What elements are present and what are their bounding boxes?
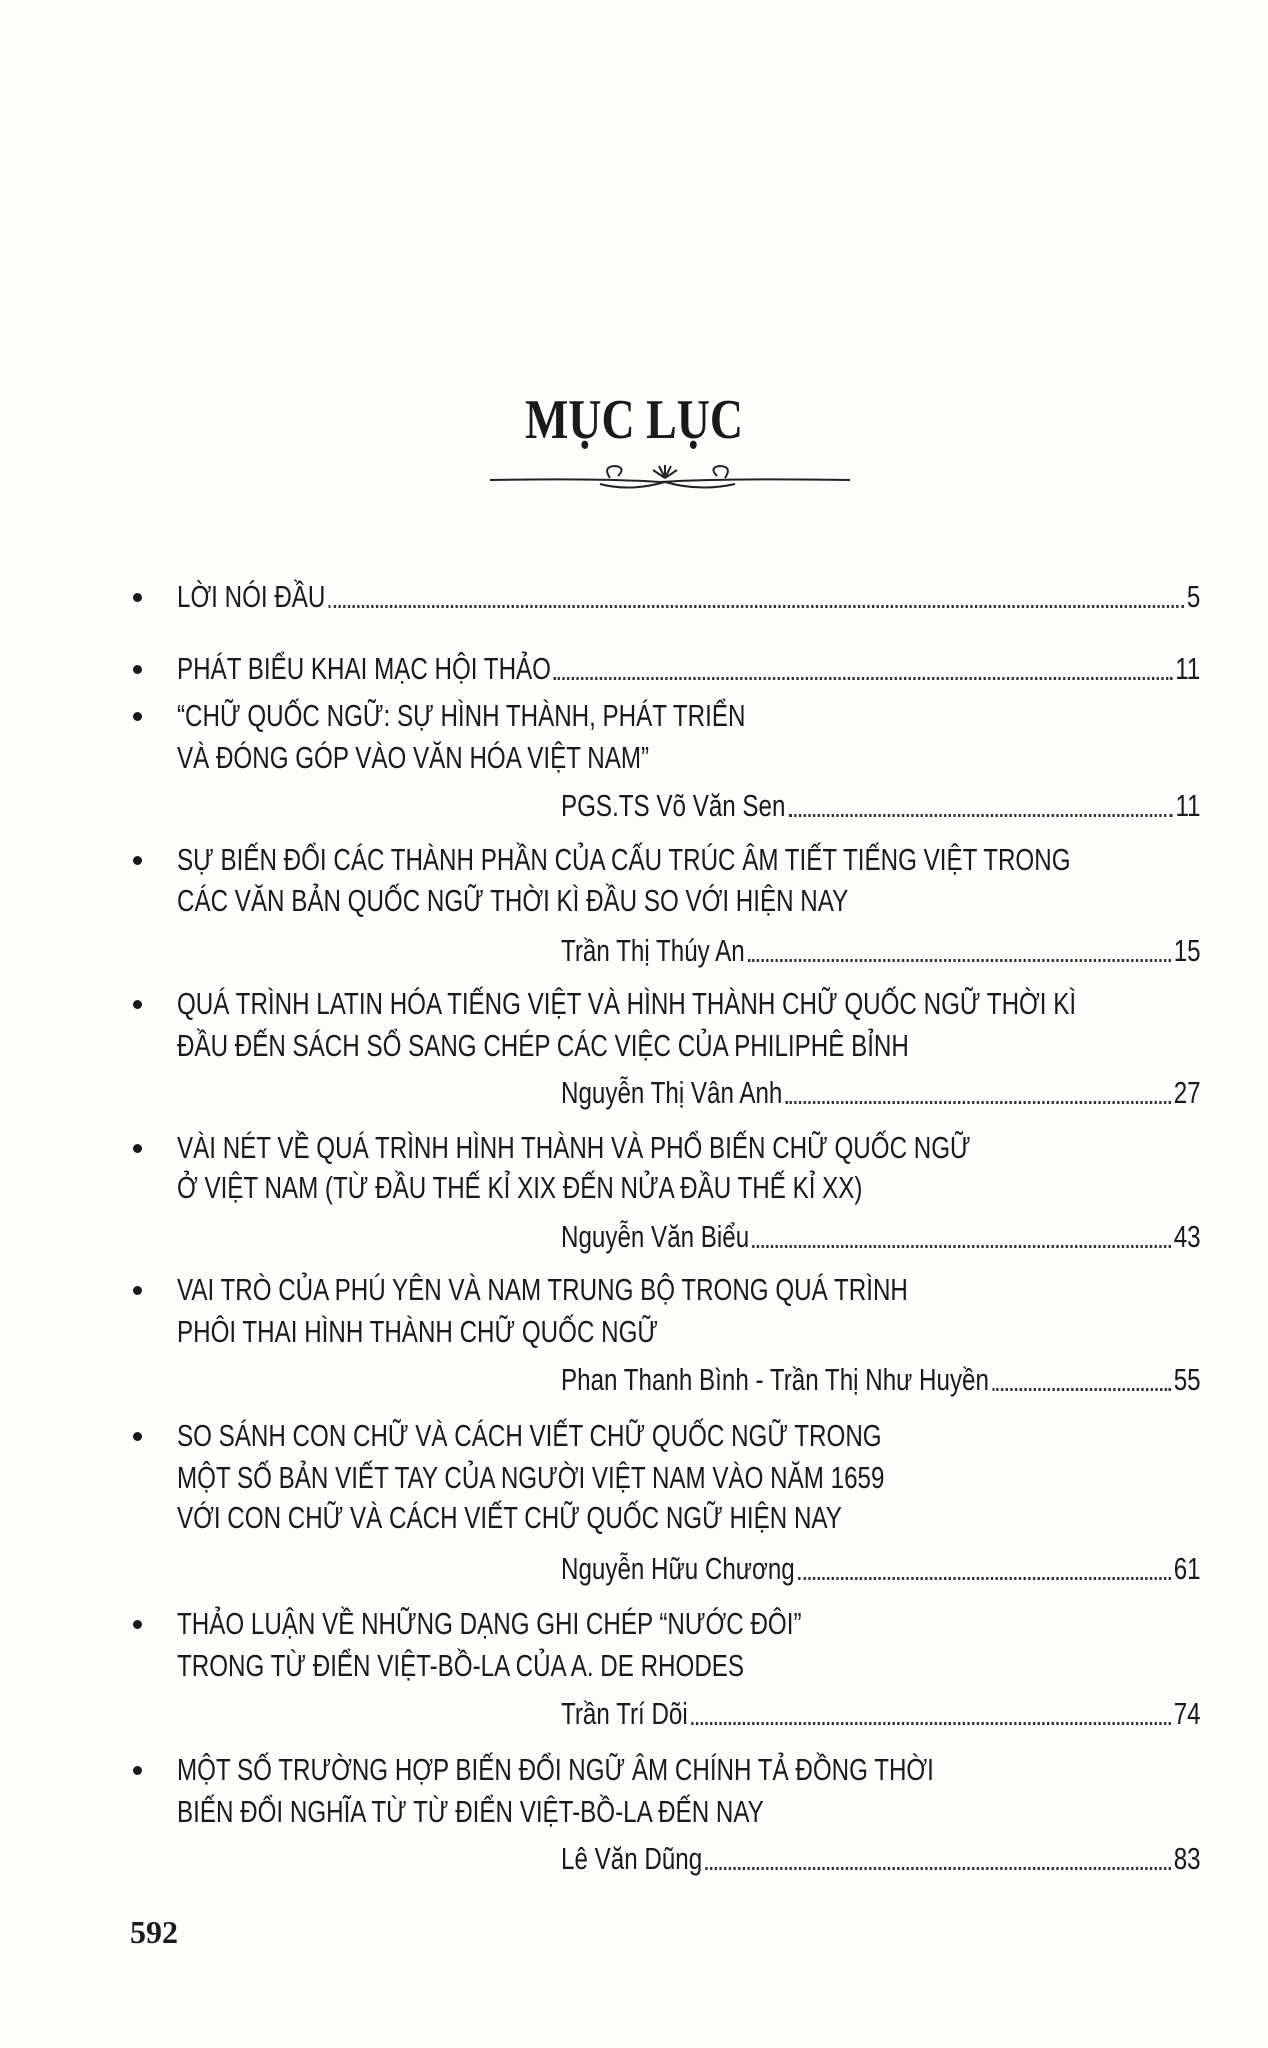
entry-title-text: PHÁT BIỂU KHAI MẠC HỘI THẢO: [177, 651, 551, 686]
toc-entry-title-line[interactable]: [177, 1270, 1200, 1310]
toc-entry-author-line[interactable]: [561, 1360, 1201, 1400]
entry-title-text: QUÁ TRÌNH LATIN HÓA TIẾNG VIỆT VÀ HÌNH THÀNH CHỮ QUỐC NGỮ THỜI KÌ: [177, 986, 1077, 1021]
bullet-icon: [133, 1000, 142, 1009]
toc-entry-title-line[interactable]: [177, 1312, 1200, 1352]
dot-leader: [329, 605, 1184, 608]
toc-entry-author-line[interactable]: [561, 1839, 1201, 1879]
bullet-icon: [133, 593, 142, 602]
toc-entry-title-line[interactable]: [177, 1646, 1200, 1686]
bullet-icon: [133, 1144, 142, 1153]
entry-title-text: ĐẦU ĐẾN SÁCH SỔ SANG CHÉP CÁC VIỆC CỦA PHILIPHÊ BỈNH: [177, 1028, 909, 1063]
entry-title-text: TRONG TỪ ĐIỂN VIỆT-BỒ-LA CỦA A. DE RHODES: [177, 1648, 745, 1683]
entry-title-text: LỜI NÓI ĐẦU: [177, 579, 326, 614]
dot-leader: [785, 1101, 1170, 1104]
dot-leader: [798, 1577, 1171, 1580]
bullet-icon: [133, 665, 142, 674]
dot-leader: [705, 1867, 1170, 1870]
toc-entry-title-line[interactable]: [177, 696, 1200, 736]
toc-entry-author-line[interactable]: [561, 1217, 1201, 1257]
page-title: MỤC LỤC: [524, 389, 744, 451]
toc-entry-author-line[interactable]: [561, 1549, 1201, 1589]
toc-entry-author-line[interactable]: [561, 786, 1201, 826]
dot-leader: [992, 1388, 1171, 1391]
toc-entry-title-line[interactable]: [177, 1026, 1200, 1066]
entry-title-text: Ở VIỆT NAM (TỪ ĐẦU THẾ KỈ XIX ĐẾN NỬA ĐẦU THẾ KỈ XX): [177, 1170, 863, 1205]
dot-leader: [789, 814, 1173, 817]
toc-entry-title-line[interactable]: [177, 1458, 1200, 1498]
bullet-icon: [133, 712, 142, 721]
bullet-icon: [133, 1620, 142, 1629]
bullet-icon: [133, 1286, 142, 1295]
bullet-icon: [133, 856, 142, 865]
entry-title-text: PHÔI THAI HÌNH THÀNH CHỮ QUỐC NGỮ: [177, 1314, 659, 1349]
dot-leader: [691, 1722, 1171, 1725]
entry-page-number: 43: [1173, 1219, 1201, 1254]
entry-author: Nguyễn Thị Vân Anh: [561, 1075, 783, 1110]
toc-entry-title-line[interactable]: [177, 840, 1200, 880]
bullet-icon: [133, 1432, 142, 1441]
entry-title-text: MỘT SỐ TRƯỜNG HỢP BIẾN ĐỔI NGỮ ÂM CHÍNH TẢ ĐỒNG THỜI: [177, 1752, 934, 1787]
entry-title-text: CÁC VĂN BẢN QUỐC NGỮ THỜI KÌ ĐẦU SO VỚI HIỆN NAY: [177, 883, 849, 918]
entry-author: Trần Thị Thúy An: [561, 933, 745, 968]
dot-leader: [554, 677, 1172, 680]
toc-entry-title-line[interactable]: [177, 984, 1200, 1024]
entry-title-text: VAI TRÒ CỦA PHÚ YÊN VÀ NAM TRUNG BỘ TRONG QUÁ TRÌNH: [177, 1272, 908, 1307]
toc-entry-title-line[interactable]: [177, 1498, 1200, 1538]
toc-entry-title-line[interactable]: [177, 1168, 1200, 1208]
toc-entry-title-line[interactable]: [177, 1128, 1200, 1168]
entry-title-text: VÀI NÉT VỀ QUÁ TRÌNH HÌNH THÀNH VÀ PHỔ BIẾN CHỮ QUỐC NGỮ: [177, 1130, 971, 1165]
entry-author: Nguyễn Văn Biểu: [561, 1219, 750, 1254]
toc-entry-title-line[interactable]: [177, 577, 1200, 617]
entry-page-number: 83: [1173, 1841, 1201, 1876]
toc-entry-author-line[interactable]: [561, 1694, 1201, 1734]
entry-title-text: SỰ BIẾN ĐỔI CÁC THÀNH PHẦN CỦA CẤU TRÚC ÂM TIẾT TIẾNG VIỆT TRONG: [177, 842, 1071, 877]
toc-entry-author-line[interactable]: [561, 1073, 1201, 1113]
toc-entry-title-line[interactable]: [177, 1792, 1200, 1832]
ornament-divider: [480, 458, 860, 498]
dot-leader: [748, 959, 1171, 962]
entry-title-text: MỘT SỐ BẢN VIẾT TAY CỦA NGƯỜI VIỆT NAM VÀO NĂM 1659: [177, 1460, 885, 1495]
entry-author: Nguyễn Hữu Chương: [561, 1551, 795, 1586]
entry-page-number: 15: [1173, 933, 1201, 968]
entry-page-number: 55: [1173, 1362, 1201, 1397]
entry-title-text: VÀ ĐÓNG GÓP VÀO VĂN HÓA VIỆT NAM”: [177, 740, 650, 775]
toc-entry-title-line[interactable]: [177, 738, 1200, 778]
entry-page-number: 11: [1175, 651, 1201, 686]
page-number: 592: [130, 1914, 178, 1950]
entry-page-number: 74: [1173, 1696, 1201, 1731]
dot-leader: [752, 1245, 1170, 1248]
entry-author: Phan Thanh Bình - Trần Thị Như Huyền: [561, 1362, 989, 1397]
toc-entry-title-line[interactable]: [177, 1416, 1200, 1456]
toc-entry-title-line[interactable]: [177, 1604, 1200, 1644]
bullet-icon: [133, 1766, 142, 1775]
entry-author: Lê Văn Dũng: [561, 1841, 703, 1876]
entry-author: PGS.TS Võ Văn Sen: [561, 788, 786, 823]
entry-author: Trần Trí Dõi: [561, 1696, 688, 1731]
entry-title-text: THẢO LUẬN VỀ NHỮNG DẠNG GHI CHÉP “NƯỚC ĐÔI”: [177, 1606, 802, 1641]
entry-title-text: SO SÁNH CON CHỮ VÀ CÁCH VIẾT CHỮ QUỐC NGỮ TRONG: [177, 1418, 882, 1453]
entry-page-number: 27: [1173, 1075, 1201, 1110]
entry-title-text: BIẾN ĐỔI NGHĨA TỪ TỪ ĐIỂN VIỆT-BỒ-LA ĐẾN NAY: [177, 1794, 764, 1829]
entry-title-text: VỚI CON CHỮ VÀ CÁCH VIẾT CHỮ QUỐC NGỮ HIỆN NAY: [177, 1500, 842, 1535]
toc-entry-title-line[interactable]: [177, 881, 1200, 921]
toc-entry-title-line[interactable]: [177, 649, 1200, 689]
entry-page-number: 61: [1173, 1551, 1201, 1586]
entry-page-number: 11: [1175, 788, 1201, 823]
toc-entry-title-line[interactable]: [177, 1750, 1200, 1790]
toc-entry-author-line[interactable]: [561, 931, 1201, 971]
entry-title-text: “CHỮ QUỐC NGỮ: SỰ HÌNH THÀNH, PHÁT TRIỂN: [177, 698, 746, 733]
entry-page-number: 5: [1186, 579, 1201, 614]
